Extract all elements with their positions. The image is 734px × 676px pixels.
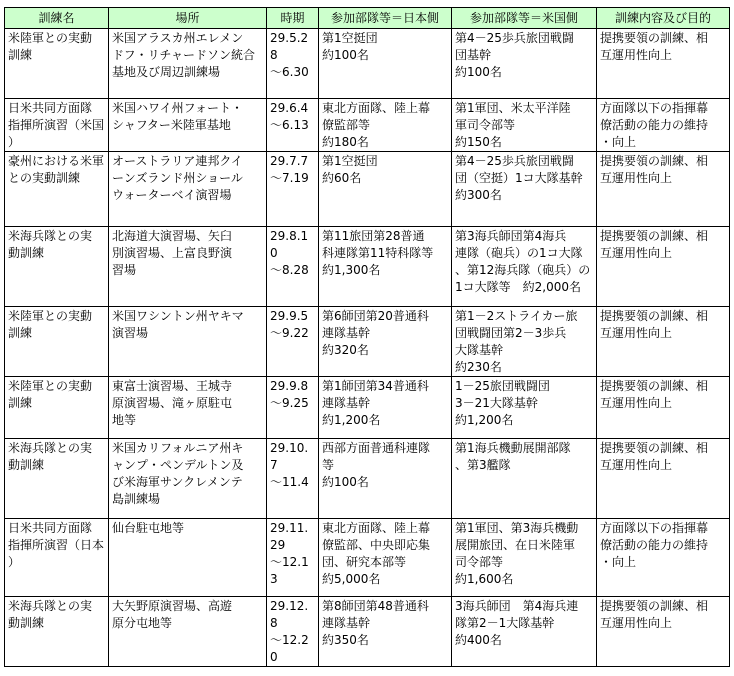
cell-line: 29.12.8 <box>270 599 309 630</box>
header-row <box>5 8 730 29</box>
cell-line: 動訓練 <box>8 458 45 472</box>
cell-line: 団、研究本部等 <box>322 555 407 569</box>
training-name-cell <box>5 99 109 152</box>
location-cell <box>109 29 267 99</box>
cell-line: 約100名 <box>322 48 369 62</box>
cell-line: 訓練 <box>8 326 33 340</box>
cell-line: 司令部等 <box>455 555 504 569</box>
cell-line: 基地及び周辺訓練場 <box>112 65 221 79</box>
us-units-cell <box>452 99 597 152</box>
cell-line: 29.5.28 <box>270 31 309 62</box>
location-cell <box>109 99 267 152</box>
cell-line: ャンプ・ペンデルトン及 <box>112 458 244 472</box>
cell-line: 東北方面隊、陸上幕 <box>322 521 431 535</box>
us-units-cell <box>452 377 597 439</box>
cell-line: 大矢野原演習場、高遊 <box>112 599 233 613</box>
cell-line: 第1空挺団 <box>322 31 378 45</box>
location-cell <box>109 519 267 597</box>
period-cell <box>267 307 319 377</box>
cell-line: 指揮所演習（日本 <box>8 538 105 552</box>
cell-line: ） <box>8 135 21 149</box>
purpose-cell <box>597 439 730 519</box>
header-purpose: 訓練内容及び目的 <box>597 8 730 29</box>
cell-line: 約5,000名 <box>322 572 381 586</box>
us-units-cell <box>452 597 597 667</box>
cell-line: 互運用性向上 <box>600 48 673 62</box>
training-name-cell <box>5 227 109 307</box>
cell-line: 日米共同方面隊 <box>8 101 93 115</box>
header-us-units: 参加部隊等＝米国側 <box>452 8 597 29</box>
us-units-cell <box>452 227 597 307</box>
japan-units-cell <box>319 99 452 152</box>
header-training-name: 訓練名 <box>5 8 109 29</box>
cell-line: 第3海兵師団第4海兵 <box>455 229 567 243</box>
cell-line: ～7.19 <box>270 171 309 185</box>
cell-line: 提携要領の訓練、相 <box>600 229 709 243</box>
location-cell <box>109 152 267 227</box>
cell-line: 互運用性向上 <box>600 616 673 630</box>
cell-line: 指揮所演習（米国 <box>8 118 105 132</box>
cell-line: 約1,200名 <box>455 413 514 427</box>
cell-line: 3海兵師団 第4海兵連 <box>455 599 579 613</box>
us-units-cell <box>452 519 597 597</box>
cell-line: 訓練 <box>8 48 33 62</box>
cell-line: 互運用性向上 <box>600 458 673 472</box>
cell-line: 約230名 <box>455 360 502 374</box>
cell-line: 約300名 <box>455 188 502 202</box>
cell-line: 1コ大隊等 約2,000名 <box>455 280 581 294</box>
cell-line: 約400名 <box>455 633 502 647</box>
cell-line: 習場 <box>112 263 137 277</box>
purpose-cell <box>597 519 730 597</box>
table-row <box>5 307 730 377</box>
period-cell <box>267 377 319 439</box>
japan-units-cell <box>319 227 452 307</box>
cell-line: 約1,200名 <box>322 413 381 427</box>
cell-line: 仙台駐屯地等 <box>112 521 185 535</box>
purpose-cell <box>597 377 730 439</box>
cell-line: 等 <box>322 458 335 472</box>
japan-units-cell <box>319 377 452 439</box>
cell-line: ） <box>8 555 21 569</box>
cell-line: 3－21大隊基幹 <box>455 396 538 410</box>
cell-line: 第4－25歩兵旅団戦闘 <box>455 31 574 45</box>
cell-line: 1－25旅団戦闘団 <box>455 379 550 393</box>
cell-line: ・向上 <box>600 135 637 149</box>
cell-line: ～6.13 <box>270 118 309 132</box>
cell-line: 僚監部等 <box>322 118 371 132</box>
training-name-cell <box>5 152 109 227</box>
cell-line: 原演習場、滝ヶ原駐屯 <box>112 396 233 410</box>
cell-line: 動訓練 <box>8 246 45 260</box>
cell-line: 29.7.7 <box>270 154 309 168</box>
cell-line: 第1師団第34普通科 <box>322 379 429 393</box>
cell-line: ～9.25 <box>270 396 309 410</box>
cell-line: 訓練 <box>8 396 33 410</box>
us-units-cell <box>452 29 597 99</box>
cell-line: 米国カリフォルニア州キ <box>112 441 244 455</box>
cell-line: 僚監部、中央即応集 <box>322 538 431 552</box>
cell-line: 提携要領の訓練、相 <box>600 441 709 455</box>
cell-line: 第1－2ストライカー旅 <box>455 309 578 323</box>
purpose-cell <box>597 99 730 152</box>
cell-line: 米陸軍との実動 <box>8 31 93 45</box>
location-cell <box>109 439 267 519</box>
cell-line: 東北方面隊、陸上幕 <box>322 101 431 115</box>
table-row <box>5 152 730 227</box>
cell-line: 提携要領の訓練、相 <box>600 31 709 45</box>
cell-line: 約1,300名 <box>322 263 381 277</box>
cell-line: 東富士演習場、王城寺 <box>112 379 233 393</box>
cell-line: 29.9.8 <box>270 379 309 393</box>
table-row <box>5 99 730 152</box>
cell-line: 展開旅団、在日米陸軍 <box>455 538 576 552</box>
header-japan-units: 参加部隊等＝日本側 <box>319 8 452 29</box>
cell-line: 連隊基幹 <box>322 616 371 630</box>
purpose-cell <box>597 227 730 307</box>
cell-line: 約320名 <box>322 343 369 357</box>
cell-line: 別演習場、上富良野演 <box>112 246 233 260</box>
cell-line: 島訓練場 <box>112 492 161 506</box>
purpose-cell <box>597 152 730 227</box>
table-row <box>5 439 730 519</box>
cell-line: 約60名 <box>322 171 362 185</box>
cell-line: 提携要領の訓練、相 <box>600 154 709 168</box>
cell-line: 僚活動の能力の維持 <box>600 118 709 132</box>
cell-line: との実動訓練 <box>8 171 81 185</box>
cell-line: 米海兵隊との実 <box>8 599 93 613</box>
header-location: 場所 <box>109 8 267 29</box>
table-row <box>5 29 730 99</box>
cell-line: 、第3艦隊 <box>455 458 511 472</box>
cell-line: 29.8.10 <box>270 229 309 260</box>
cell-line: 連隊基幹 <box>322 326 371 340</box>
location-cell <box>109 377 267 439</box>
cell-line: シャフター米陸軍基地 <box>112 118 231 132</box>
training-name-cell <box>5 439 109 519</box>
cell-line: 僚活動の能力の維持 <box>600 538 709 552</box>
period-cell <box>267 439 319 519</box>
cell-line: 米国アラスカ州エレメン <box>112 31 244 45</box>
cell-line: 約100名 <box>322 475 369 489</box>
location-cell <box>109 597 267 667</box>
location-cell <box>109 307 267 377</box>
cell-line: 29.10.7 <box>270 441 309 472</box>
cell-line: ドフ・リチャードソン統合 <box>112 48 256 62</box>
cell-line: 約180名 <box>322 135 369 149</box>
japan-units-cell <box>319 307 452 377</box>
cell-line: 約150名 <box>455 135 502 149</box>
cell-line: 米国ハワイ州フォート・ <box>112 101 244 115</box>
training-name-cell <box>5 519 109 597</box>
cell-line: ーンズランド州ショール <box>112 171 243 185</box>
cell-line: 米国ワシントン州ヤキマ <box>112 309 244 323</box>
cell-line: 米海兵隊との実 <box>8 229 93 243</box>
japan-units-cell <box>319 597 452 667</box>
table-row <box>5 519 730 597</box>
cell-line: 提携要領の訓練、相 <box>600 309 709 323</box>
period-cell <box>267 519 319 597</box>
cell-line: 提携要領の訓練、相 <box>600 599 709 613</box>
period-cell <box>267 29 319 99</box>
cell-line: 方面隊以下の指揮幕 <box>600 101 709 115</box>
header-period: 時期 <box>267 8 319 29</box>
training-name-cell <box>5 597 109 667</box>
cell-line: 第11旅団第28普通 <box>322 229 425 243</box>
cell-line: 日米共同方面隊 <box>8 521 93 535</box>
cell-line: ～12.20 <box>270 633 309 664</box>
cell-line: 約100名 <box>455 65 502 79</box>
training-name-cell <box>5 307 109 377</box>
cell-line: ～9.22 <box>270 326 309 340</box>
japan-units-cell <box>319 439 452 519</box>
period-cell <box>267 99 319 152</box>
cell-line: 第1海兵機動展開部隊 <box>455 441 571 455</box>
cell-line: 団戦闘団第2－3歩兵 <box>455 326 567 340</box>
cell-line: 互運用性向上 <box>600 326 673 340</box>
table-row <box>5 377 730 439</box>
cell-line: 豪州における米軍 <box>8 154 105 168</box>
cell-line: 29.9.5 <box>270 309 309 323</box>
cell-line: 大隊基幹 <box>455 343 504 357</box>
cell-line: 地等 <box>112 413 137 427</box>
cell-line: ～6.30 <box>270 65 309 79</box>
training-table <box>4 7 730 667</box>
cell-line: 連隊（砲兵）の1コ大隊 <box>455 246 583 260</box>
cell-line: 第6師団第20普通科 <box>322 309 429 323</box>
us-units-cell <box>452 439 597 519</box>
us-units-cell <box>452 307 597 377</box>
cell-line: 連隊基幹 <box>322 396 371 410</box>
cell-line: ～8.28 <box>270 263 309 277</box>
cell-line: 第4－25歩兵旅団戦闘 <box>455 154 574 168</box>
table-body <box>5 29 730 667</box>
cell-line: ～11.4 <box>270 475 309 489</box>
cell-line: ウォーターベイ演習場 <box>112 188 232 202</box>
period-cell <box>267 152 319 227</box>
period-cell <box>267 597 319 667</box>
cell-line: び米海軍サンクレメンテ <box>112 475 243 489</box>
cell-line: 団基幹 <box>455 48 492 62</box>
japan-units-cell <box>319 29 452 99</box>
cell-line: 29.6.4 <box>270 101 309 115</box>
cell-line: オーストラリア連邦クイ <box>112 154 243 168</box>
cell-line: 第1軍団、米太平洋陸 <box>455 101 571 115</box>
us-units-cell <box>452 152 597 227</box>
training-name-cell <box>5 377 109 439</box>
cell-line: 米陸軍との実動 <box>8 309 93 323</box>
purpose-cell <box>597 29 730 99</box>
table-row <box>5 597 730 667</box>
japan-units-cell <box>319 152 452 227</box>
cell-line: 科連隊第11特科隊等 <box>322 246 434 260</box>
cell-line: 演習場 <box>112 326 149 340</box>
cell-line: 隊第2－1大隊基幹 <box>455 616 555 630</box>
cell-line: 提携要領の訓練、相 <box>600 379 709 393</box>
table-row <box>5 227 730 307</box>
cell-line: ～12.13 <box>270 555 309 586</box>
cell-line: 第1空挺団 <box>322 154 378 168</box>
cell-line: 第1軍団、第3海兵機動 <box>455 521 579 535</box>
cell-line: 動訓練 <box>8 616 45 630</box>
cell-line: ・向上 <box>600 555 637 569</box>
cell-line: 29.11.29 <box>270 521 309 552</box>
cell-line: 軍司令部等 <box>455 118 516 132</box>
location-cell <box>109 227 267 307</box>
japan-units-cell <box>319 519 452 597</box>
cell-line: 互運用性向上 <box>600 246 673 260</box>
cell-line: 第8師団第48普通科 <box>322 599 429 613</box>
cell-line: 互運用性向上 <box>600 171 673 185</box>
cell-line: 北海道大演習場、矢臼 <box>112 229 233 243</box>
purpose-cell <box>597 307 730 377</box>
cell-line: 米海兵隊との実 <box>8 441 93 455</box>
cell-line: 方面隊以下の指揮幕 <box>600 521 709 535</box>
cell-line: 約1,600名 <box>455 572 514 586</box>
cell-line: 、第12海兵隊（砲兵）の <box>455 263 591 277</box>
cell-line: 原分屯地等 <box>112 616 173 630</box>
cell-line: 西部方面普通科連隊 <box>322 441 431 455</box>
cell-line: 約350名 <box>322 633 369 647</box>
cell-line: 互運用性向上 <box>600 396 673 410</box>
period-cell <box>267 227 319 307</box>
training-name-cell <box>5 29 109 99</box>
cell-line: 米陸軍との実動 <box>8 379 93 393</box>
cell-line: 団（空挺）1コ大隊基幹 <box>455 171 583 185</box>
purpose-cell <box>597 597 730 667</box>
